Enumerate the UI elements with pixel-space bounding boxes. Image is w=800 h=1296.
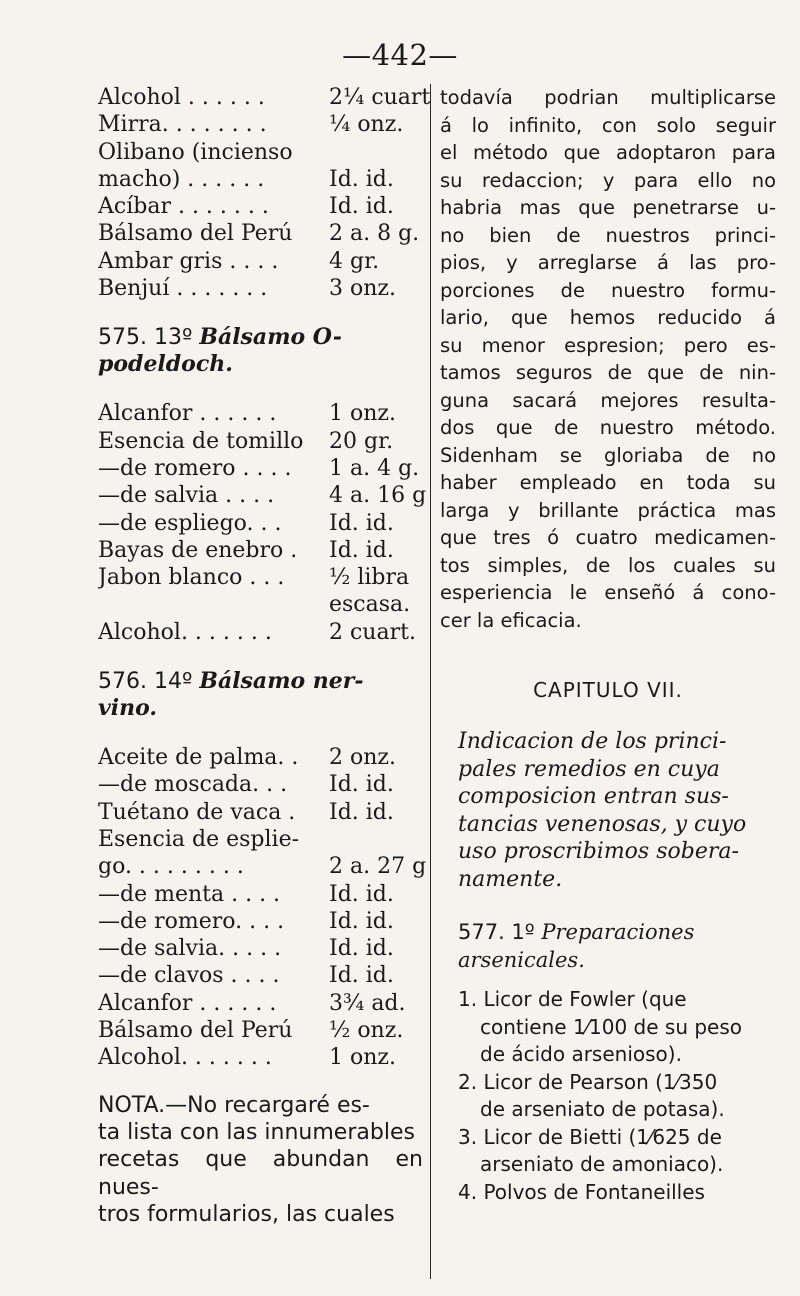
section-heading-575: [98, 324, 423, 378]
left-column: [98, 84, 431, 1228]
ingredient-name: macho) . . . . . .: [98, 166, 265, 192]
ingredient-quantity: 2 a. 27 g: [329, 854, 427, 880]
paragraph-line: todavía podrian multiplicarse: [440, 86, 776, 109]
ingredient-quantity: 1 onz.: [329, 1045, 396, 1071]
ingredient-row: [98, 990, 423, 1017]
preparation-item-line: de arseniato de potasa).: [480, 1097, 725, 1121]
ingredient-list-3: [98, 744, 427, 1072]
ingredient-row: [98, 826, 423, 853]
ingredient-quantity: 2¼ cuart: [329, 85, 431, 110]
ingredient-name: —de salvia . . . .: [98, 483, 275, 509]
ingredient-name: —de romero . . . .: [98, 455, 292, 481]
ingredient-quantity: Id. id.: [329, 772, 394, 798]
paragraph-line: su menor espresion; pero es-: [440, 333, 776, 357]
heading-title: Bálsamo O-: [199, 324, 342, 351]
ingredient-row: [98, 591, 423, 618]
ingredient-name: Bálsamo del Perú: [98, 1018, 293, 1044]
paragraph-line: que tres ó cuatro medicamen-: [440, 526, 776, 549]
page-number: —442—: [342, 38, 458, 72]
section-heading-577: [440, 919, 776, 974]
preparation-item-line: 4. Polvos de Fontaneilles: [458, 1179, 705, 1204]
ingredient-row: [98, 84, 431, 111]
ingredient-quantity: Id. id.: [329, 963, 394, 989]
ingredient-quantity: 2 a. 8 g.: [329, 221, 420, 247]
ingredient-row: [98, 799, 423, 826]
ingredient-row: [98, 1044, 423, 1071]
heading-number: 575. 13º: [98, 325, 193, 351]
ingredient-name: Alcohol. . . . . . .: [98, 1045, 272, 1071]
paragraph-line: su redaccion; y para ello no: [440, 168, 776, 192]
ingredient-quantity: 1 onz.: [329, 401, 396, 427]
ingredient-row: [98, 482, 427, 509]
ingredient-quantity: ½ onz.: [329, 1018, 404, 1044]
ingredient-name: Esencia de tomillo: [98, 428, 304, 454]
ingredient-name: Esencia de esplie-: [98, 826, 300, 852]
ingredient-name: —de moscada. . .: [98, 772, 288, 798]
ingredient-row: [98, 400, 423, 427]
ingredient-row: [98, 619, 423, 646]
paragraph-line: cer la eficacia.: [440, 608, 582, 632]
ingredient-quantity: ½ libra: [329, 565, 410, 591]
ingredient-row: [98, 166, 423, 193]
ingredient-row: [98, 193, 423, 220]
heading-title-cont: podeldoch.: [98, 351, 233, 378]
subtitle-line: uso proscribimos sobera-: [458, 839, 739, 864]
ingredient-quantity: 3¾ ad.: [329, 990, 406, 1016]
chapter-title: CAPITULO VII.: [533, 678, 683, 702]
paragraph-line: el método que adoptaron para: [440, 141, 776, 164]
paragraph-line: guna sacará mejores resulta-: [440, 388, 776, 412]
ingredient-row: [98, 771, 423, 798]
note-line: tros formularios, las cuales: [98, 1201, 395, 1227]
subtitle-line: pales remedios en cuya: [458, 756, 720, 782]
preparation-item-line: de ácido arsenioso).: [480, 1042, 682, 1066]
ingredient-quantity: 3 onz.: [329, 276, 396, 302]
paragraph-line: haber empleado en toda su: [440, 471, 776, 494]
paragraph-line: tamos seguros de que de nin-: [440, 361, 776, 384]
paragraph-line: porciones de nuestro formu-: [440, 278, 776, 302]
ingredient-row: [98, 455, 423, 482]
ingredient-name: Alcanfor . . . . . .: [98, 990, 277, 1016]
paragraph-line: Sidenham se gloriaba de no: [440, 443, 776, 467]
ingredient-row: [98, 744, 423, 771]
ingredient-name: Jabon blanco . . .: [98, 565, 285, 591]
heading-title-cont: arsenicales.: [458, 947, 585, 972]
ingredient-quantity: 4 gr.: [329, 248, 380, 274]
ingredient-row: [98, 220, 423, 247]
ingredient-quantity: Id. id.: [329, 510, 394, 536]
heading-title-cont: vino.: [98, 695, 158, 722]
ingredient-row: [98, 564, 423, 591]
ingredient-name: —de espliego. . .: [98, 510, 282, 536]
ingredient-quantity: Id. id.: [329, 908, 394, 934]
column-divider: [430, 84, 431, 1279]
preparation-item-line: 1. Licor de Fowler (que: [458, 987, 687, 1011]
preparation-item: [458, 1069, 776, 1124]
preparation-list: [440, 986, 776, 1206]
ingredient-quantity: 4 a. 16 g: [329, 483, 427, 509]
ingredient-name: go. . . . . . . . .: [98, 854, 244, 880]
ingredient-name: Alcohol. . . . . . .: [98, 619, 272, 645]
heading-number: 576. 14º: [98, 669, 193, 695]
ingredient-row: [98, 881, 423, 908]
ingredient-quantity: Id. id.: [329, 799, 394, 825]
ingredient-name: Tuétano de vaca .: [98, 799, 296, 825]
ingredient-row: [98, 962, 423, 989]
preparation-item: [458, 986, 776, 1069]
heading-title: Bálsamo ner-: [199, 668, 364, 695]
paragraph-line: tos simples, de los cuales su: [440, 553, 776, 577]
ingredient-name: Bálsamo del Perú: [98, 221, 293, 247]
paragraph-line: lario, que hemos reducido á: [440, 306, 776, 329]
ingredient-quantity: escasa.: [329, 592, 411, 618]
ingredient-name: Bayas de enebro .: [98, 537, 298, 563]
subtitle-line: Indicacion de los princi-: [458, 729, 727, 754]
ingredient-quantity: ¼ onz.: [329, 112, 404, 138]
ingredient-row: [98, 537, 423, 564]
preparation-item: [458, 1124, 776, 1179]
note-line: recetas que abundan en nues-: [98, 1147, 423, 1200]
ingredient-quantity: Id. id.: [329, 166, 394, 192]
right-column: [440, 84, 776, 1206]
preparation-item-line: arseniato de amoniaco).: [480, 1152, 724, 1176]
heading-number: 577. 1º: [458, 920, 535, 944]
ingredient-row: [98, 935, 423, 962]
ingredient-name: —de clavos . . . .: [98, 963, 280, 989]
ingredient-quantity: 2 onz.: [329, 745, 396, 771]
heading-title: Preparaciones: [541, 920, 695, 944]
subtitle-line: tancias venenosas, y cuyo: [458, 811, 747, 837]
paragraph-line: dos que de nuestro método.: [440, 416, 776, 439]
ingredient-row: [98, 428, 423, 455]
ingredient-name: —de romero. . . .: [98, 908, 285, 934]
ingredient-name: Olibano (incienso: [98, 139, 293, 165]
ingredient-quantity: Id. id.: [329, 936, 394, 962]
paragraph-line: larga y brillante práctica mas: [440, 498, 776, 522]
ingredient-name: Mirra. . . . . . . .: [98, 112, 267, 138]
paragraph-line: habria mas que penetrarse u-: [440, 196, 776, 219]
ingredient-row: [98, 1017, 423, 1044]
ingredient-quantity: Id. id.: [329, 537, 394, 563]
ingredient-name: —de menta . . . .: [98, 881, 281, 907]
section-heading-576: [98, 668, 423, 722]
ingredient-list-1: [98, 84, 431, 302]
ingredient-quantity: 1 a. 4 g.: [329, 455, 420, 481]
ingredient-row: [98, 111, 423, 138]
preparation-item-line: contiene 1⁄100 de su peso: [480, 1014, 743, 1039]
ingredient-name: —de salvia. . . . .: [98, 936, 282, 962]
preparation-item-line: 3. Licor de Bietti (1⁄625 de: [458, 1124, 722, 1149]
ingredient-list-2: [98, 400, 427, 646]
ingredient-row: [98, 908, 423, 935]
preparation-item-line: 2. Licor de Pearson (1⁄350: [458, 1069, 718, 1094]
ingredient-row: [98, 248, 423, 275]
note-paragraph: [98, 1092, 423, 1228]
ingredient-row: [98, 510, 423, 537]
chapter-subtitle: [440, 728, 776, 893]
ingredient-quantity: 2 cuart.: [329, 619, 416, 645]
paragraph-line: pios, y arreglarse á las pro-: [440, 251, 776, 274]
ingredient-row: [98, 139, 423, 166]
ingredient-name: Acíbar . . . . . . .: [98, 194, 269, 220]
note-line: ta lista con las innumerables: [98, 1119, 415, 1145]
subtitle-line: composicion entran sus-: [458, 784, 729, 809]
ingredient-row: [98, 853, 427, 880]
ingredient-name: Benjuí . . . . . . .: [98, 276, 268, 302]
paragraph-line: esperiencia le enseñó á cono-: [440, 581, 776, 604]
ingredient-name: Aceite de palma. .: [98, 745, 299, 771]
ingredient-quantity: Id. id.: [329, 194, 394, 220]
subtitle-line: namente.: [458, 866, 563, 892]
paragraph-line: no bien de nuestros princi-: [440, 223, 776, 247]
ingredient-name: Alcohol . . . . . .: [98, 85, 265, 110]
ingredient-name: Alcanfor . . . . . .: [98, 401, 277, 427]
ingredient-quantity: 20 gr.: [329, 428, 394, 454]
note-line: NOTA.—No recargaré es-: [98, 1092, 370, 1118]
ingredient-row: [98, 275, 423, 302]
ingredient-quantity: Id. id.: [329, 881, 394, 907]
ingredient-name: Ambar gris . . . .: [98, 248, 279, 274]
body-paragraph: [440, 84, 776, 634]
preparation-item: [458, 1179, 776, 1207]
paragraph-line: á lo infinito, con solo seguir: [440, 113, 776, 137]
